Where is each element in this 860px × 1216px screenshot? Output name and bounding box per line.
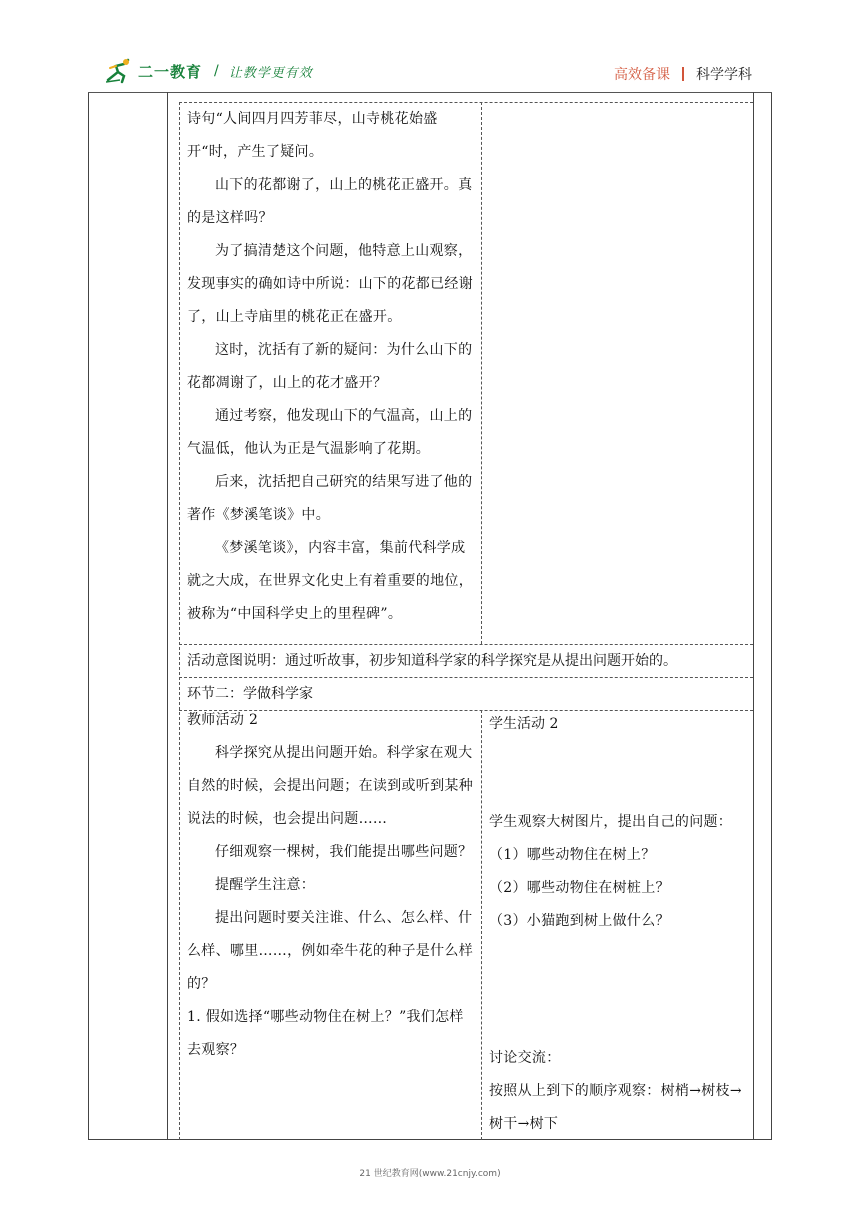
student-question: （1）哪些动物住在树上？ xyxy=(489,847,656,863)
student-question: （3）小猫跑到树上做什么？ xyxy=(489,913,670,929)
separator-slash: / xyxy=(214,63,219,79)
teacher-paragraph: 科学探究从提出问题开始。科学家在观大自然的时候，会提出问题；在读到或听到某种说法的时候，也会提出问题…… xyxy=(187,745,473,827)
story-paragraph: 通过考察，他发现山下的气温高，山上的气温低，他认为正是气温影响了花期。 xyxy=(187,408,473,457)
story-paragraph: 诗句“人间四月四芳菲尽，山寺桃花始盛开“时，产生了疑问。 xyxy=(187,111,438,160)
header-subject: 科学学科 xyxy=(696,67,752,83)
header-label: 高效备课 xyxy=(614,67,670,83)
teacher-paragraph: 仔细观察一棵树，我们能提出哪些问题？ xyxy=(215,844,473,860)
story-paragraph: 这时，沈括有了新的疑问：为什么山下的花都凋谢了，山上的花才盛开？ xyxy=(187,342,473,391)
column-divider-right xyxy=(753,92,754,1140)
story-paragraph: 山下的花都谢了，山上的桃花正盛开。真的是这样吗？ xyxy=(187,177,473,226)
student-intro: 学生观察大树图片，提出自己的问题： xyxy=(489,814,733,830)
table-top-rule xyxy=(88,92,772,93)
cell-border-mid-top xyxy=(481,102,482,644)
row-border-2 xyxy=(179,677,753,678)
teacher-activity-2 xyxy=(187,704,475,1067)
teacher-paragraph: 提醒学生注意： xyxy=(215,877,316,893)
page-header xyxy=(0,0,860,100)
cell-border-left xyxy=(179,102,180,1140)
student-questions xyxy=(489,806,751,938)
story-paragraph: 为了搞清楚这个问题，他特意上山观察，发现事实的确如诗中所说：山下的花都已经谢了，山上寺庙里的桃花正在盛开。 xyxy=(187,243,473,325)
header-right xyxy=(614,64,752,84)
student-activity-heading: 学生活动 2 xyxy=(489,716,559,732)
story-paragraph: 《梦溪笔谈》，内容丰富，集前代科学成就之大成，在世界文化史上有着重要的地位，被称为“中国科学史上的里程碑”。 xyxy=(187,540,473,622)
brand-name: 二一教育 xyxy=(138,62,203,81)
section-title: 环节二：学做科学家 xyxy=(187,686,313,702)
row-border-1 xyxy=(179,644,753,645)
student-question: （2）哪些动物住在树桩上？ xyxy=(489,880,670,896)
student-discussion xyxy=(489,1042,751,1141)
activity-intent: 活动意图说明：通过听故事，初步知道科学家的科学探究是从提出问题开始的。 xyxy=(187,653,677,669)
discussion-label: 讨论交流： xyxy=(489,1050,561,1066)
teacher-paragraph: 1. 假如选择“哪些动物住在树上？”我们怎样去观察？ xyxy=(187,1009,464,1058)
brand-logo xyxy=(106,58,313,84)
cell-border-mid-bottom xyxy=(481,710,482,1140)
header-divider xyxy=(682,67,684,81)
discussion-text: 按照从上到下的顺序观察：树梢→树枝→树干→树下 xyxy=(489,1083,742,1132)
story-paragraph: 后来，沈括把自己研究的结果写进了他的著作《梦溪笔谈》中。 xyxy=(187,474,473,523)
teacher-paragraph: 提出问题时要关注谁、什么、怎么样、什么样、哪里……，例如牵牛花的种子是什么样的？ xyxy=(187,910,473,992)
teacher-activity-heading: 教师活动 2 xyxy=(187,712,259,728)
brand-slogan: 让教学更有效 xyxy=(228,65,313,81)
column-divider-left xyxy=(167,92,168,1140)
story-text xyxy=(187,103,475,631)
page-footer: 21 世纪教育网(www.21cnjy.com) xyxy=(359,1169,501,1179)
runner-logo-icon xyxy=(106,58,136,84)
